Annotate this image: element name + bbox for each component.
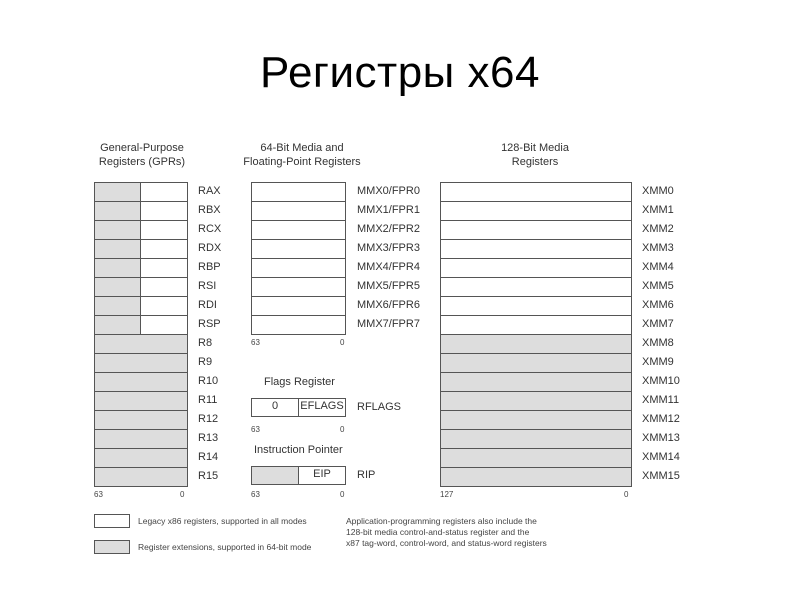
xmm-register-box — [440, 372, 632, 392]
rflags-label: RFLAGS — [357, 401, 402, 413]
xmm-register-box — [440, 258, 632, 278]
xmm-register-box — [440, 220, 632, 240]
gpr-label: RDI — [198, 299, 217, 311]
gpr-legacy-upper-half — [94, 182, 141, 202]
gpr-label: R9 — [198, 356, 213, 368]
mmx-register-box — [251, 258, 346, 278]
gpr-legacy-lower-half — [140, 315, 188, 335]
gpr-heading — [94, 141, 190, 169]
xmm-label: XMM12 — [642, 413, 680, 425]
gpr-label: R12 — [198, 413, 219, 425]
media64-heading — [240, 141, 364, 169]
gpr-legacy-lower-half — [140, 296, 188, 316]
mmx-register-box — [251, 239, 346, 259]
gpr-label: R8 — [198, 337, 213, 349]
gpr-bit-high: 63 — [94, 490, 103, 499]
gpr-label: RBX — [198, 204, 221, 216]
gpr-label: RDX — [198, 242, 222, 254]
media64-bit-high: 63 — [251, 338, 260, 347]
gpr-legacy-upper-half — [94, 296, 141, 316]
xmm-label: XMM10 — [642, 375, 680, 387]
gpr-legacy-lower-half — [140, 182, 188, 202]
mmx-register-box — [251, 182, 346, 202]
ip-bit-low: 0 — [340, 490, 345, 499]
mmx-label: MMX5/FPR5 — [357, 280, 420, 292]
rip-label: RIP — [357, 469, 376, 481]
gpr-label: R14 — [198, 451, 219, 463]
legend-note-line-2: x87 tag-word, control-word, and status-word registers — [346, 538, 547, 548]
gpr-heading-line-0: General-Purpose — [100, 142, 184, 154]
gpr-legacy-lower-half — [140, 277, 188, 297]
media128-heading-line-0: 128-Bit Media — [501, 142, 569, 154]
gpr-bit-low: 0 — [180, 490, 185, 499]
legend-legacy-swatch — [94, 514, 130, 528]
flags-heading: Flags Register — [264, 376, 335, 388]
gpr-extension-box — [94, 391, 188, 411]
mmx-label: MMX2/FPR2 — [357, 223, 420, 235]
eflags-label: EFLAGS — [300, 400, 344, 412]
legend-note — [346, 516, 586, 552]
xmm-register-box — [440, 315, 632, 335]
gpr-extension-box — [94, 448, 188, 468]
xmm-label: XMM14 — [642, 451, 680, 463]
gpr-legacy-lower-half — [140, 258, 188, 278]
xmm-register-box — [440, 334, 632, 354]
gpr-label: R10 — [198, 375, 219, 387]
gpr-legacy-lower-half — [140, 239, 188, 259]
xmm-label: XMM3 — [642, 242, 674, 254]
media128-heading — [480, 141, 590, 169]
mmx-label: MMX4/FPR4 — [357, 261, 420, 273]
xmm-label: XMM2 — [642, 223, 674, 235]
gpr-legacy-upper-half — [94, 277, 141, 297]
eip-label: EIP — [313, 468, 331, 480]
mmx-register-box — [251, 220, 346, 240]
xmm-register-box — [440, 277, 632, 297]
legend-extension-swatch — [94, 540, 130, 554]
gpr-heading-line-1: Registers (GPRs) — [98, 156, 186, 168]
ip-heading: Instruction Pointer — [254, 444, 343, 456]
media64-bit-low: 0 — [340, 338, 345, 347]
gpr-legacy-upper-half — [94, 258, 141, 278]
mmx-register-box — [251, 201, 346, 221]
gpr-legacy-upper-half — [94, 220, 141, 240]
ip-bit-high: 63 — [251, 490, 260, 499]
xmm-register-box — [440, 182, 632, 202]
mmx-register-box — [251, 296, 346, 316]
gpr-label: RAX — [198, 185, 221, 197]
gpr-legacy-upper-half — [94, 201, 141, 221]
xmm-label: XMM4 — [642, 261, 674, 273]
xmm-label: XMM1 — [642, 204, 674, 216]
mmx-register-box — [251, 315, 346, 335]
gpr-legacy-lower-half — [140, 220, 188, 240]
media128-heading-line-1: Registers — [511, 156, 559, 168]
xmm-register-box — [440, 201, 632, 221]
gpr-extension-box — [94, 334, 188, 354]
gpr-extension-box — [94, 467, 188, 487]
legend-note-line-0: Application-programming registers also include the — [346, 516, 537, 526]
gpr-extension-box — [94, 353, 188, 373]
xmm-label: XMM9 — [642, 356, 674, 368]
xmm-register-box — [440, 410, 632, 430]
mmx-label: MMX6/FPR6 — [357, 299, 420, 311]
xmm-label: XMM13 — [642, 432, 680, 444]
gpr-extension-box — [94, 372, 188, 392]
xmm-register-box — [440, 467, 632, 487]
xmm-register-box — [440, 239, 632, 259]
gpr-label: RCX — [198, 223, 222, 235]
xmm-label: XMM15 — [642, 470, 680, 482]
gpr-extension-box — [94, 410, 188, 430]
flags-bit-low: 0 — [340, 425, 345, 434]
gpr-legacy-upper-half — [94, 239, 141, 259]
media128-bit-high: 127 — [440, 490, 454, 499]
xmm-register-box — [440, 448, 632, 468]
media128-bit-low: 0 — [624, 490, 629, 499]
xmm-register-box — [440, 391, 632, 411]
legend-note-line-1: 128-bit media control-and-status register and the — [346, 527, 530, 537]
gpr-label: R11 — [198, 394, 218, 406]
legend-extension-text: Register extensions, supported in 64-bit mode — [138, 542, 312, 552]
xmm-label: XMM11 — [642, 394, 680, 406]
xmm-register-box — [440, 429, 632, 449]
xmm-label: XMM8 — [642, 337, 674, 349]
gpr-label: R15 — [198, 470, 219, 482]
flags-upper-value: 0 — [271, 400, 279, 412]
slide-title: Регистры x64 — [260, 48, 540, 97]
gpr-label: R13 — [198, 432, 219, 444]
rip-upper-cell — [251, 466, 299, 485]
legend-legacy-text: Legacy x86 registers, supported in all modes — [138, 516, 307, 526]
media64-heading-line-0: 64-Bit Media and — [260, 142, 344, 154]
mmx-register-box — [251, 277, 346, 297]
xmm-label: XMM6 — [642, 299, 674, 311]
gpr-extension-box — [94, 429, 188, 449]
xmm-register-box — [440, 296, 632, 316]
mmx-label: MMX7/FPR7 — [357, 318, 420, 330]
xmm-label: XMM0 — [642, 185, 674, 197]
gpr-label: RBP — [198, 261, 221, 273]
xmm-register-box — [440, 353, 632, 373]
xmm-label: XMM7 — [642, 318, 674, 330]
gpr-legacy-lower-half — [140, 201, 188, 221]
gpr-label: RSP — [198, 318, 221, 330]
mmx-label: MMX3/FPR3 — [357, 242, 420, 254]
flags-bit-high: 63 — [251, 425, 260, 434]
media64-heading-line-1: Floating-Point Registers — [243, 156, 361, 168]
mmx-label: MMX0/FPR0 — [357, 185, 420, 197]
mmx-label: MMX1/FPR1 — [357, 204, 420, 216]
xmm-label: XMM5 — [642, 280, 674, 292]
gpr-legacy-upper-half — [94, 315, 141, 335]
gpr-label: RSI — [198, 280, 217, 292]
